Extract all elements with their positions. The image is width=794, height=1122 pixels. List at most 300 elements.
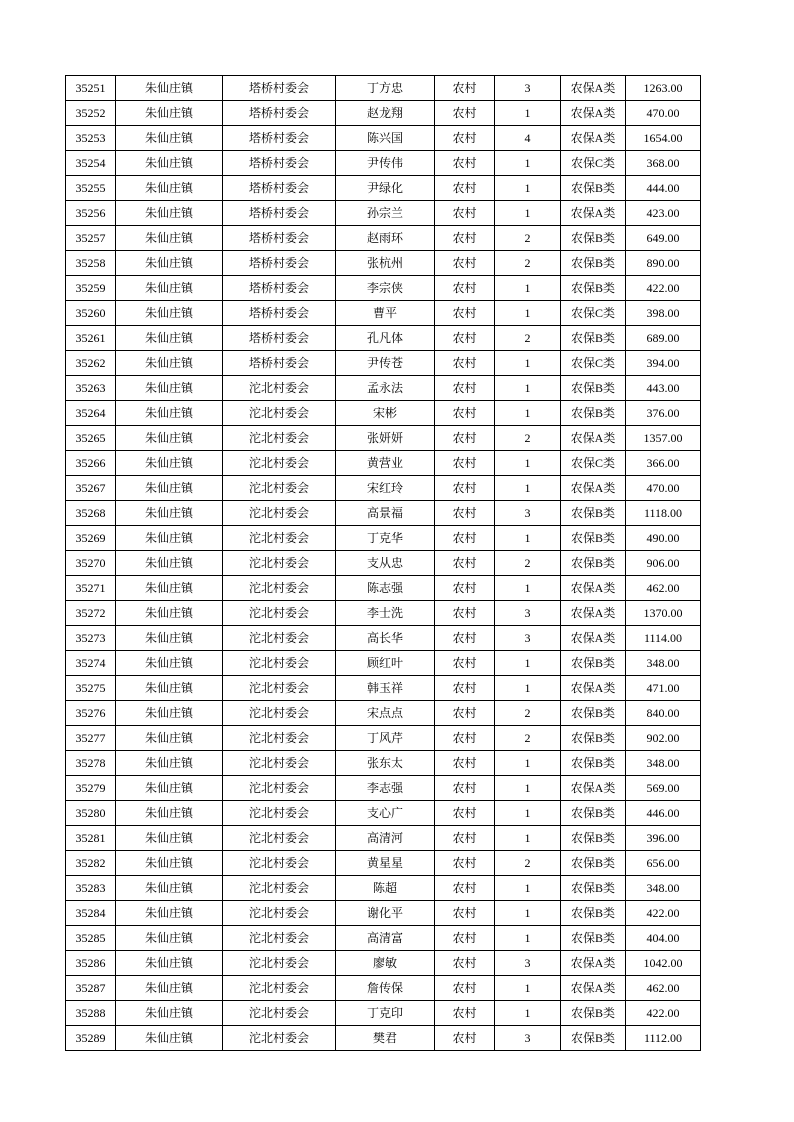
person-count-cell: 3	[495, 501, 561, 526]
amount-cell: 348.00	[626, 651, 701, 676]
residence-type-cell: 农村	[435, 851, 495, 876]
record-id-cell: 35285	[66, 926, 116, 951]
insurance-category-cell: 农保A类	[561, 101, 626, 126]
person-name-cell: 陈超	[336, 876, 435, 901]
town-cell: 朱仙庄镇	[116, 626, 223, 651]
village-committee-cell: 塔桥村委会	[223, 351, 336, 376]
record-id-cell: 35276	[66, 701, 116, 726]
amount-cell: 1263.00	[626, 76, 701, 101]
person-count-cell: 1	[495, 151, 561, 176]
record-id-cell: 35260	[66, 301, 116, 326]
person-count-cell: 2	[495, 251, 561, 276]
person-name-cell: 高长华	[336, 626, 435, 651]
person-count-cell: 2	[495, 851, 561, 876]
insurance-category-cell: 农保A类	[561, 576, 626, 601]
insurance-category-cell: 农保B类	[561, 326, 626, 351]
person-count-cell: 1	[495, 801, 561, 826]
table-row	[66, 1001, 701, 1026]
person-name-cell: 赵雨环	[336, 226, 435, 251]
person-count-cell: 2	[495, 426, 561, 451]
village-committee-cell: 沱北村委会	[223, 526, 336, 551]
town-cell: 朱仙庄镇	[116, 476, 223, 501]
amount-cell: 396.00	[626, 826, 701, 851]
record-id-cell: 35282	[66, 851, 116, 876]
insurance-category-cell: 农保B类	[561, 1001, 626, 1026]
table-row	[66, 426, 701, 451]
village-committee-cell: 沱北村委会	[223, 401, 336, 426]
person-count-cell: 1	[495, 651, 561, 676]
town-cell: 朱仙庄镇	[116, 176, 223, 201]
town-cell: 朱仙庄镇	[116, 576, 223, 601]
record-id-cell: 35289	[66, 1026, 116, 1051]
person-count-cell: 1	[495, 301, 561, 326]
person-name-cell: 李志强	[336, 776, 435, 801]
insurance-category-cell: 农保A类	[561, 76, 626, 101]
table-row	[66, 776, 701, 801]
village-committee-cell: 塔桥村委会	[223, 101, 336, 126]
person-name-cell: 支心广	[336, 801, 435, 826]
town-cell: 朱仙庄镇	[116, 876, 223, 901]
record-id-cell: 35252	[66, 101, 116, 126]
person-count-cell: 1	[495, 676, 561, 701]
village-committee-cell: 塔桥村委会	[223, 226, 336, 251]
town-cell: 朱仙庄镇	[116, 776, 223, 801]
record-id-cell: 35274	[66, 651, 116, 676]
record-id-cell: 35268	[66, 501, 116, 526]
village-committee-cell: 沱北村委会	[223, 851, 336, 876]
insurance-category-cell: 农保B类	[561, 901, 626, 926]
person-count-cell: 1	[495, 576, 561, 601]
town-cell: 朱仙庄镇	[116, 251, 223, 276]
record-id-cell: 35265	[66, 426, 116, 451]
amount-cell: 569.00	[626, 776, 701, 801]
village-committee-cell: 沱北村委会	[223, 451, 336, 476]
residence-type-cell: 农村	[435, 451, 495, 476]
insurance-category-cell: 农保B类	[561, 751, 626, 776]
amount-cell: 443.00	[626, 376, 701, 401]
person-count-cell: 1	[495, 476, 561, 501]
person-count-cell: 1	[495, 876, 561, 901]
town-cell: 朱仙庄镇	[116, 151, 223, 176]
person-count-cell: 3	[495, 951, 561, 976]
record-id-cell: 35288	[66, 1001, 116, 1026]
residence-type-cell: 农村	[435, 626, 495, 651]
person-name-cell: 高景福	[336, 501, 435, 526]
insurance-category-cell: 农保B类	[561, 226, 626, 251]
amount-cell: 902.00	[626, 726, 701, 751]
record-id-cell: 35273	[66, 626, 116, 651]
residence-type-cell: 农村	[435, 601, 495, 626]
town-cell: 朱仙庄镇	[116, 1001, 223, 1026]
record-id-cell: 35272	[66, 601, 116, 626]
village-committee-cell: 塔桥村委会	[223, 151, 336, 176]
residence-type-cell: 农村	[435, 551, 495, 576]
record-id-cell: 35275	[66, 676, 116, 701]
person-count-cell: 1	[495, 351, 561, 376]
amount-cell: 422.00	[626, 1001, 701, 1026]
residence-type-cell: 农村	[435, 901, 495, 926]
amount-cell: 404.00	[626, 926, 701, 951]
village-committee-cell: 沱北村委会	[223, 701, 336, 726]
person-name-cell: 尹传伟	[336, 151, 435, 176]
insurance-category-cell: 农保B类	[561, 401, 626, 426]
town-cell: 朱仙庄镇	[116, 926, 223, 951]
amount-cell: 446.00	[626, 801, 701, 826]
table-row	[66, 401, 701, 426]
residence-type-cell: 农村	[435, 951, 495, 976]
village-committee-cell: 沱北村委会	[223, 1026, 336, 1051]
residence-type-cell: 农村	[435, 676, 495, 701]
record-id-cell: 35280	[66, 801, 116, 826]
record-id-cell: 35261	[66, 326, 116, 351]
record-id-cell: 35263	[66, 376, 116, 401]
residence-type-cell: 农村	[435, 226, 495, 251]
person-name-cell: 宋彬	[336, 401, 435, 426]
record-id-cell: 35269	[66, 526, 116, 551]
town-cell: 朱仙庄镇	[116, 701, 223, 726]
residence-type-cell: 农村	[435, 701, 495, 726]
record-id-cell: 35279	[66, 776, 116, 801]
table-row	[66, 1026, 701, 1051]
insurance-category-cell: 农保B类	[561, 926, 626, 951]
amount-cell: 649.00	[626, 226, 701, 251]
person-count-cell: 1	[495, 401, 561, 426]
town-cell: 朱仙庄镇	[116, 201, 223, 226]
residence-type-cell: 农村	[435, 426, 495, 451]
insurance-category-cell: 农保A类	[561, 976, 626, 1001]
village-committee-cell: 沱北村委会	[223, 901, 336, 926]
insurance-category-cell: 农保B类	[561, 276, 626, 301]
table-row	[66, 626, 701, 651]
village-committee-cell: 沱北村委会	[223, 601, 336, 626]
insurance-category-cell: 农保A类	[561, 476, 626, 501]
town-cell: 朱仙庄镇	[116, 976, 223, 1001]
table-row	[66, 851, 701, 876]
village-committee-cell: 沱北村委会	[223, 776, 336, 801]
person-name-cell: 赵龙翔	[336, 101, 435, 126]
table-row	[66, 276, 701, 301]
town-cell: 朱仙庄镇	[116, 501, 223, 526]
record-id-cell: 35259	[66, 276, 116, 301]
table-row	[66, 476, 701, 501]
person-name-cell: 张东太	[336, 751, 435, 776]
amount-cell: 490.00	[626, 526, 701, 551]
insurance-category-cell: 农保B类	[561, 851, 626, 876]
person-name-cell: 高清河	[336, 826, 435, 851]
insurance-category-cell: 农保C类	[561, 301, 626, 326]
table-row	[66, 226, 701, 251]
town-cell: 朱仙庄镇	[116, 101, 223, 126]
amount-cell: 444.00	[626, 176, 701, 201]
town-cell: 朱仙庄镇	[116, 801, 223, 826]
town-cell: 朱仙庄镇	[116, 526, 223, 551]
record-id-cell: 35254	[66, 151, 116, 176]
table-row	[66, 801, 701, 826]
residence-type-cell: 农村	[435, 726, 495, 751]
amount-cell: 1042.00	[626, 951, 701, 976]
residence-type-cell: 农村	[435, 476, 495, 501]
table-body	[66, 76, 701, 1051]
table-row	[66, 501, 701, 526]
residence-type-cell: 农村	[435, 976, 495, 1001]
record-id-cell: 35284	[66, 901, 116, 926]
residence-type-cell: 农村	[435, 201, 495, 226]
person-name-cell: 丁克印	[336, 1001, 435, 1026]
amount-cell: 1357.00	[626, 426, 701, 451]
insurance-category-cell: 农保A类	[561, 626, 626, 651]
record-id-cell: 35283	[66, 876, 116, 901]
residence-type-cell: 农村	[435, 776, 495, 801]
record-id-cell: 35271	[66, 576, 116, 601]
village-committee-cell: 沱北村委会	[223, 976, 336, 1001]
person-count-cell: 1	[495, 526, 561, 551]
table-row	[66, 951, 701, 976]
amount-cell: 376.00	[626, 401, 701, 426]
person-name-cell: 黄星星	[336, 851, 435, 876]
table-row	[66, 126, 701, 151]
town-cell: 朱仙庄镇	[116, 276, 223, 301]
insurance-category-cell: 农保B类	[561, 376, 626, 401]
person-name-cell: 廖敏	[336, 951, 435, 976]
insurance-category-cell: 农保B类	[561, 701, 626, 726]
insurance-category-cell: 农保B类	[561, 801, 626, 826]
amount-cell: 462.00	[626, 976, 701, 1001]
village-committee-cell: 沱北村委会	[223, 676, 336, 701]
table-row	[66, 726, 701, 751]
insurance-category-cell: 农保A类	[561, 126, 626, 151]
table-row	[66, 926, 701, 951]
person-name-cell: 丁风芹	[336, 726, 435, 751]
town-cell: 朱仙庄镇	[116, 401, 223, 426]
village-committee-cell: 塔桥村委会	[223, 251, 336, 276]
town-cell: 朱仙庄镇	[116, 226, 223, 251]
town-cell: 朱仙庄镇	[116, 326, 223, 351]
village-committee-cell: 沱北村委会	[223, 626, 336, 651]
residence-type-cell: 农村	[435, 926, 495, 951]
town-cell: 朱仙庄镇	[116, 751, 223, 776]
residence-type-cell: 农村	[435, 401, 495, 426]
residence-type-cell: 农村	[435, 126, 495, 151]
insurance-category-cell: 农保B类	[561, 1026, 626, 1051]
person-name-cell: 曹平	[336, 301, 435, 326]
table-row	[66, 151, 701, 176]
insurance-table	[65, 75, 701, 1051]
residence-type-cell: 农村	[435, 526, 495, 551]
town-cell: 朱仙庄镇	[116, 551, 223, 576]
amount-cell: 840.00	[626, 701, 701, 726]
residence-type-cell: 农村	[435, 501, 495, 526]
residence-type-cell: 农村	[435, 751, 495, 776]
amount-cell: 423.00	[626, 201, 701, 226]
town-cell: 朱仙庄镇	[116, 651, 223, 676]
person-count-cell: 1	[495, 901, 561, 926]
amount-cell: 366.00	[626, 451, 701, 476]
table-row	[66, 526, 701, 551]
person-name-cell: 韩玉祥	[336, 676, 435, 701]
record-id-cell: 35255	[66, 176, 116, 201]
town-cell: 朱仙庄镇	[116, 676, 223, 701]
residence-type-cell: 农村	[435, 176, 495, 201]
residence-type-cell: 农村	[435, 101, 495, 126]
person-count-cell: 1	[495, 176, 561, 201]
town-cell: 朱仙庄镇	[116, 426, 223, 451]
amount-cell: 1370.00	[626, 601, 701, 626]
person-name-cell: 詹传保	[336, 976, 435, 1001]
residence-type-cell: 农村	[435, 1026, 495, 1051]
person-count-cell: 3	[495, 601, 561, 626]
amount-cell: 398.00	[626, 301, 701, 326]
record-id-cell: 35264	[66, 401, 116, 426]
town-cell: 朱仙庄镇	[116, 951, 223, 976]
person-name-cell: 张杭州	[336, 251, 435, 276]
amount-cell: 394.00	[626, 351, 701, 376]
table-row	[66, 651, 701, 676]
amount-cell: 470.00	[626, 476, 701, 501]
person-name-cell: 支从忠	[336, 551, 435, 576]
table-row	[66, 751, 701, 776]
record-id-cell: 35253	[66, 126, 116, 151]
insurance-category-cell: 农保B类	[561, 526, 626, 551]
insurance-category-cell: 农保A类	[561, 776, 626, 801]
residence-type-cell: 农村	[435, 876, 495, 901]
town-cell: 朱仙庄镇	[116, 451, 223, 476]
village-committee-cell: 沱北村委会	[223, 876, 336, 901]
village-committee-cell: 沱北村委会	[223, 551, 336, 576]
table-row	[66, 201, 701, 226]
village-committee-cell: 沱北村委会	[223, 576, 336, 601]
residence-type-cell: 农村	[435, 276, 495, 301]
person-count-cell: 2	[495, 701, 561, 726]
table-row	[66, 876, 701, 901]
table-row	[66, 451, 701, 476]
amount-cell: 1114.00	[626, 626, 701, 651]
town-cell: 朱仙庄镇	[116, 901, 223, 926]
record-id-cell: 35286	[66, 951, 116, 976]
insurance-category-cell: 农保B类	[561, 651, 626, 676]
insurance-category-cell: 农保C类	[561, 151, 626, 176]
residence-type-cell: 农村	[435, 1001, 495, 1026]
village-committee-cell: 沱北村委会	[223, 951, 336, 976]
village-committee-cell: 沱北村委会	[223, 926, 336, 951]
table-row	[66, 101, 701, 126]
table-row	[66, 976, 701, 1001]
insurance-category-cell: 农保A类	[561, 426, 626, 451]
insurance-category-cell: 农保A类	[561, 201, 626, 226]
person-count-cell: 1	[495, 376, 561, 401]
amount-cell: 906.00	[626, 551, 701, 576]
table-row	[66, 701, 701, 726]
person-count-cell: 2	[495, 726, 561, 751]
insurance-category-cell: 农保B类	[561, 876, 626, 901]
insurance-category-cell: 农保C类	[561, 351, 626, 376]
person-name-cell: 丁克华	[336, 526, 435, 551]
amount-cell: 470.00	[626, 101, 701, 126]
table-row	[66, 901, 701, 926]
table-row	[66, 176, 701, 201]
table-row	[66, 351, 701, 376]
person-name-cell: 尹传苍	[336, 351, 435, 376]
town-cell: 朱仙庄镇	[116, 1026, 223, 1051]
village-committee-cell: 塔桥村委会	[223, 126, 336, 151]
insurance-category-cell: 农保A类	[561, 676, 626, 701]
person-count-cell: 1	[495, 926, 561, 951]
village-committee-cell: 沱北村委会	[223, 801, 336, 826]
village-committee-cell: 沱北村委会	[223, 726, 336, 751]
village-committee-cell: 沱北村委会	[223, 426, 336, 451]
person-name-cell: 宋点点	[336, 701, 435, 726]
table-row	[66, 576, 701, 601]
village-committee-cell: 沱北村委会	[223, 501, 336, 526]
person-name-cell: 高清富	[336, 926, 435, 951]
insurance-category-cell: 农保B类	[561, 176, 626, 201]
amount-cell: 422.00	[626, 901, 701, 926]
table-row	[66, 301, 701, 326]
table-row	[66, 676, 701, 701]
person-name-cell: 尹绿化	[336, 176, 435, 201]
table-row	[66, 376, 701, 401]
person-count-cell: 1	[495, 451, 561, 476]
residence-type-cell: 农村	[435, 326, 495, 351]
insurance-category-cell: 农保B类	[561, 251, 626, 276]
person-count-cell: 1	[495, 776, 561, 801]
residence-type-cell: 农村	[435, 151, 495, 176]
amount-cell: 348.00	[626, 876, 701, 901]
person-count-cell: 2	[495, 551, 561, 576]
person-name-cell: 李士洗	[336, 601, 435, 626]
village-committee-cell: 塔桥村委会	[223, 201, 336, 226]
amount-cell: 422.00	[626, 276, 701, 301]
insurance-category-cell: 农保B类	[561, 826, 626, 851]
town-cell: 朱仙庄镇	[116, 726, 223, 751]
town-cell: 朱仙庄镇	[116, 601, 223, 626]
village-committee-cell: 沱北村委会	[223, 826, 336, 851]
town-cell: 朱仙庄镇	[116, 301, 223, 326]
record-id-cell: 35262	[66, 351, 116, 376]
person-count-cell: 2	[495, 226, 561, 251]
village-committee-cell: 沱北村委会	[223, 751, 336, 776]
residence-type-cell: 农村	[435, 251, 495, 276]
amount-cell: 462.00	[626, 576, 701, 601]
village-committee-cell: 沱北村委会	[223, 651, 336, 676]
town-cell: 朱仙庄镇	[116, 851, 223, 876]
person-count-cell: 1	[495, 826, 561, 851]
person-name-cell: 樊君	[336, 1026, 435, 1051]
town-cell: 朱仙庄镇	[116, 126, 223, 151]
person-name-cell: 李宗侠	[336, 276, 435, 301]
residence-type-cell: 农村	[435, 801, 495, 826]
person-name-cell: 谢化平	[336, 901, 435, 926]
person-name-cell: 孙宗兰	[336, 201, 435, 226]
amount-cell: 471.00	[626, 676, 701, 701]
person-name-cell: 丁方忠	[336, 76, 435, 101]
person-name-cell: 陈志强	[336, 576, 435, 601]
person-count-cell: 1	[495, 101, 561, 126]
record-id-cell: 35287	[66, 976, 116, 1001]
amount-cell: 348.00	[626, 751, 701, 776]
amount-cell: 368.00	[626, 151, 701, 176]
person-count-cell: 3	[495, 626, 561, 651]
residence-type-cell: 农村	[435, 351, 495, 376]
person-name-cell: 陈兴国	[336, 126, 435, 151]
person-count-cell: 1	[495, 276, 561, 301]
person-name-cell: 黄营业	[336, 451, 435, 476]
amount-cell: 656.00	[626, 851, 701, 876]
residence-type-cell: 农村	[435, 301, 495, 326]
table-row	[66, 76, 701, 101]
residence-type-cell: 农村	[435, 651, 495, 676]
person-count-cell: 1	[495, 201, 561, 226]
insurance-category-cell: 农保A类	[561, 951, 626, 976]
